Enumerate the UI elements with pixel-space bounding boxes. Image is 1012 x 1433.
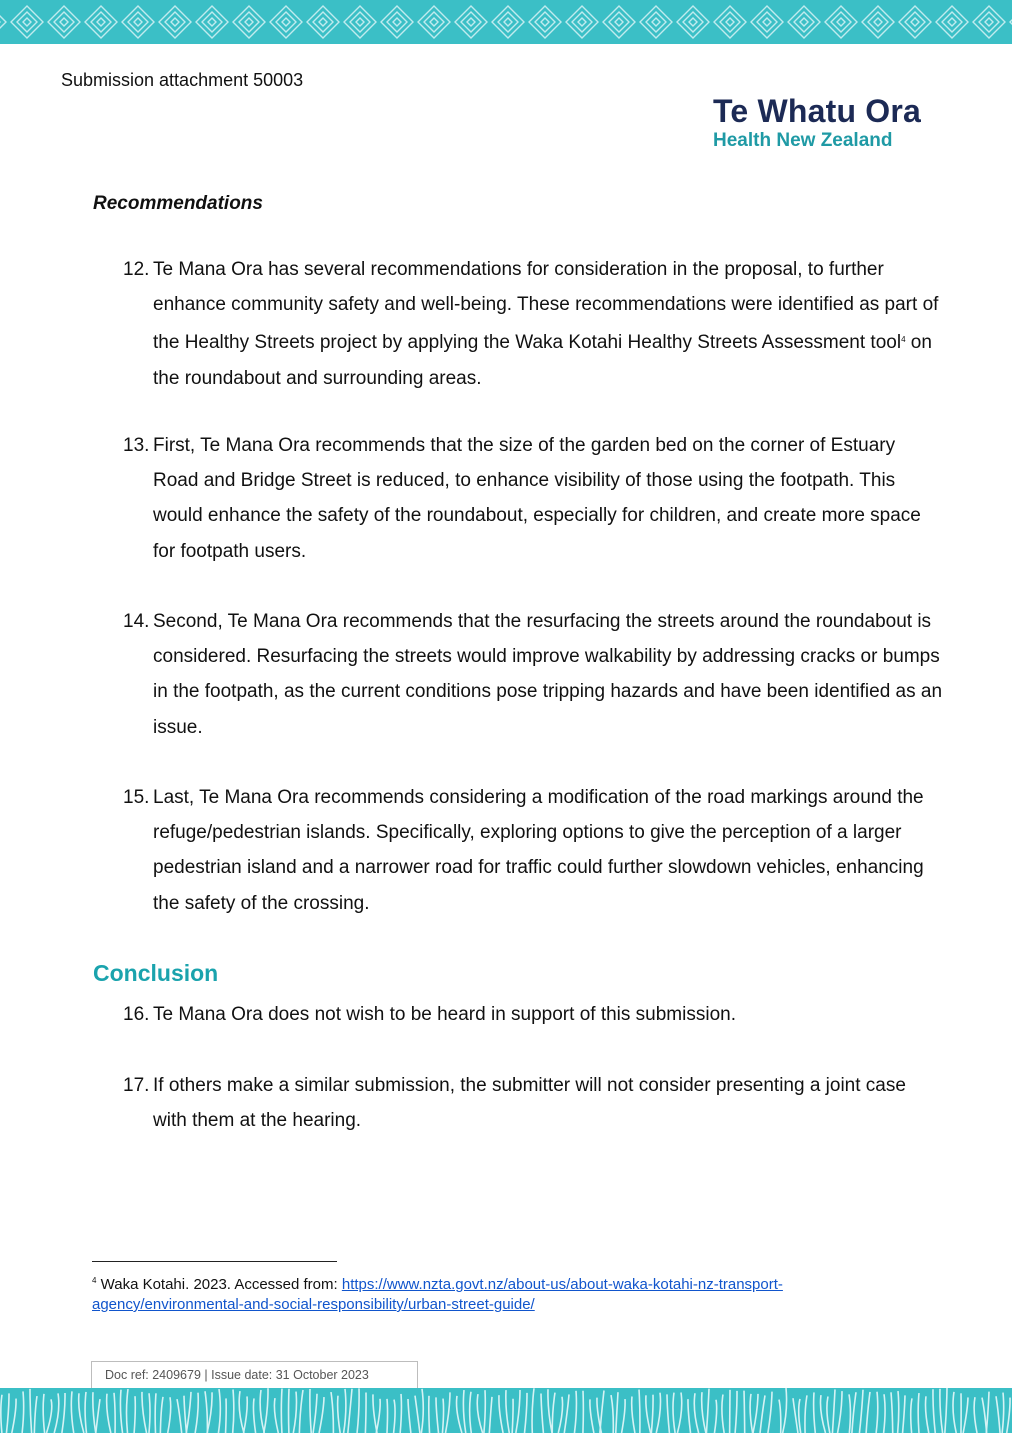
footnote-marker: 4 [92, 1276, 97, 1285]
item-number: 15. [123, 787, 150, 808]
bottom-pattern-band [0, 1388, 1012, 1433]
logo-title: Te Whatu Ora [713, 93, 922, 129]
list-item [123, 428, 943, 569]
footnote-reference[interactable]: 4 [901, 335, 906, 345]
item-text: Te Mana Ora does not wish to be heard in support of this submission. [153, 1004, 736, 1025]
item-text: Te Mana Ora has several recommendations for consideration in the proposal, to further enhance community safety and well-being. These recommendations were identified as part of the Healthy Streets project by applying the Waka Kotahi Healthy Streets Assessment tool$^4$ on the roundabout and surrounding areas. [153, 259, 939, 389]
footnote-text: Waka Kotahi. 2023. Accessed from: [96, 1276, 342, 1293]
list-item [123, 252, 943, 396]
item-number: 12. [123, 259, 150, 280]
attachment-label: Submission attachment 50003 [61, 70, 304, 90]
item-number: 16. [123, 1004, 150, 1025]
te-whatu-ora-logo [713, 94, 921, 153]
footnote-divider [92, 1261, 337, 1262]
item-text: First, Te Mana Ora recommends that the size of the garden bed on the corner of Estuary Road and Bridge Street is reduced, to enhance visibility of those using the footpath. This would enhance the safety of the roundabout, especially for children, and create more space for footpath users. [153, 435, 921, 562]
list-item [123, 780, 943, 921]
conclusion-heading: Conclusion [93, 960, 219, 986]
item-number: 13. [123, 435, 150, 456]
footnote-link[interactable]: https://www.nzta.govt.nz/about-us/about-waka-kotahi-nz-transport-agency/environmental-and-social-responsibility/urban-street-guide/ [92, 1276, 783, 1313]
list-item [123, 997, 943, 1032]
footnote [92, 1271, 922, 1315]
item-number: 17. [123, 1075, 150, 1096]
list-item [123, 604, 943, 745]
recommendations-heading: Recommendations [93, 193, 263, 214]
doc-ref-box: Doc ref: 2409679 | Issue date: 31 October 2023 [91, 1361, 418, 1388]
item-text: Second, Te Mana Ora recommends that the resurfacing the streets around the roundabout is considered. Resurfacing the streets would improve walkability by addressing cracks or bumps in the footpath, as the current conditions pose tripping hazards and have been identified as an issue. [153, 611, 943, 738]
logo-subtitle: Health New Zealand [713, 130, 893, 151]
pattern-graphic [0, 0, 1012, 44]
pattern-graphic [0, 1388, 1012, 1433]
item-text: Last, Te Mana Ora recommends considering a modification of the road markings around the refuge/pedestrian islands. Specifically, exploring options to give the perception of a larger pedestrian island and a narrower road for traffic could further slowdown vehicles, enhancing the safety of the crossing. [153, 787, 924, 914]
top-pattern-band [0, 0, 1012, 44]
list-item [123, 1068, 943, 1138]
item-text: If others make a similar submission, the submitter will not consider presenting a joint case with them at the hearing. [153, 1075, 906, 1132]
item-number: 14. [123, 611, 150, 632]
